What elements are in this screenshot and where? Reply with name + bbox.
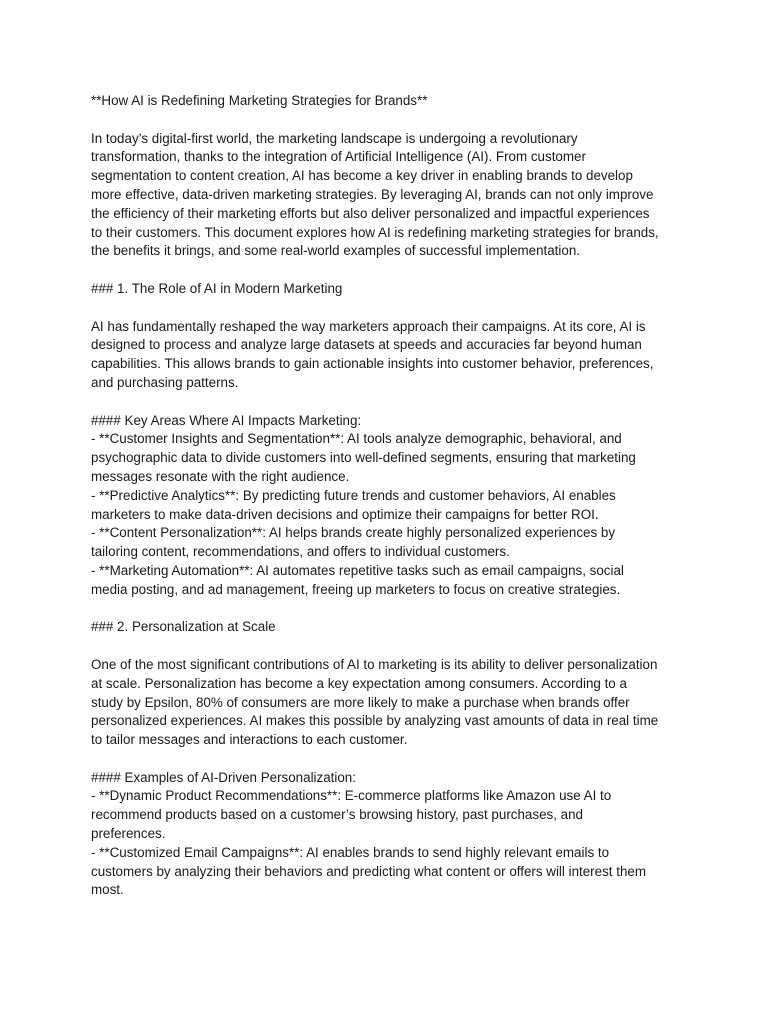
- text-line: designed to process and analyze large datasets at speeds and accuracies far beyond human: [91, 337, 642, 353]
- list-item-line: psychographic data to divide customers into well-defined segments, ensuring that marketing: [91, 450, 636, 466]
- list-item-line: - **Marketing Automation**: AI automates repetitive tasks such as email campaigns, social: [91, 562, 624, 578]
- text-line: ### 2. Personalization at Scale: [91, 619, 276, 635]
- list-item-line: recommend products based on a customer’s browsing history, past purchases, and: [91, 807, 583, 823]
- text-line: One of the most significant contributions of AI to marketing is its ability to deliver personalization: [91, 656, 658, 672]
- examples-list: [91, 769, 691, 901]
- text-line: ### 1. The Role of AI in Modern Marketing: [91, 280, 343, 296]
- text-line: to their customers. This document explores how AI is redefining marketing strategies for brands,: [91, 224, 659, 240]
- list-item-line: messages resonate with the right audience.: [91, 468, 350, 484]
- section-heading-1: [91, 280, 691, 299]
- document-page: [91, 92, 691, 900]
- section-heading-2: [91, 618, 691, 637]
- list-item-line: - **Content Personalization**: AI helps brands create highly personalized experiences by: [91, 525, 616, 541]
- personalization-paragraph: [91, 656, 691, 750]
- intro-paragraph: [91, 130, 691, 262]
- key-areas-list: [91, 412, 691, 600]
- text-line: at scale. Personalization has become a key expectation among consumers. According to a: [91, 675, 627, 691]
- list-item-line: - **Customer Insights and Segmentation**: AI tools analyze demographic, behavioral, and: [91, 431, 622, 447]
- text-line: AI has fundamentally reshaped the way marketers approach their campaigns. At its core, AI is: [91, 318, 646, 334]
- text-line: to tailor messages and interactions to each customer.: [91, 732, 408, 748]
- list-item-line: - **Customized Email Campaigns**: AI enables brands to send highly relevant emails to: [91, 844, 610, 860]
- list-item-line: tailoring content, recommendations, and offers to individual customers.: [91, 544, 510, 560]
- text-line: In today’s digital-first world, the marketing landscape is undergoing a revolutionary: [91, 130, 578, 146]
- text-line: the benefits it brings, and some real-world examples of successful implementation.: [91, 243, 580, 259]
- subheading-line: #### Examples of AI-Driven Personalization:: [91, 769, 356, 785]
- list-item-line: customers by analyzing their behaviors and predicting what content or offers will interest them: [91, 863, 646, 879]
- text-line: the efficiency of their marketing efforts but also deliver personalized and impactful experiences: [91, 205, 650, 221]
- list-item-line: preferences.: [91, 826, 166, 842]
- text-line: capabilities. This allows brands to gain actionable insights into customer behavior, preferences,: [91, 356, 654, 372]
- document-title: [91, 92, 691, 111]
- text-line: study by Epsilon, 80% of consumers are more likely to make a purchase when brands offer: [91, 694, 630, 710]
- list-item-line: marketers to make data-driven decisions and optimize their campaigns for better ROI.: [91, 506, 599, 522]
- list-item-line: most.: [91, 882, 124, 898]
- text-line: more effective, data-driven marketing strategies. By leveraging AI, brands can not only improve: [91, 186, 654, 202]
- subheading-line: #### Key Areas Where AI Impacts Marketing:: [91, 412, 362, 428]
- role-paragraph: [91, 318, 691, 393]
- text-line: **How AI is Redefining Marketing Strategies for Brands**: [91, 93, 428, 108]
- text-line: and purchasing patterns.: [91, 374, 239, 390]
- text-line: segmentation to content creation, AI has become a key driver in enabling brands to develop: [91, 168, 633, 184]
- text-line: personalized experiences. AI makes this possible by analyzing vast amounts of data in real time: [91, 713, 659, 729]
- text-line: transformation, thanks to the integration of Artificial Intelligence (AI). From customer: [91, 149, 586, 165]
- list-item-line: media posting, and ad management, freeing up marketers to focus on creative strategies.: [91, 581, 621, 597]
- list-item-line: - **Predictive Analytics**: By predicting future trends and customer behaviors, AI enables: [91, 487, 616, 503]
- list-item-line: - **Dynamic Product Recommendations**: E-commerce platforms like Amazon use AI to: [91, 788, 612, 804]
